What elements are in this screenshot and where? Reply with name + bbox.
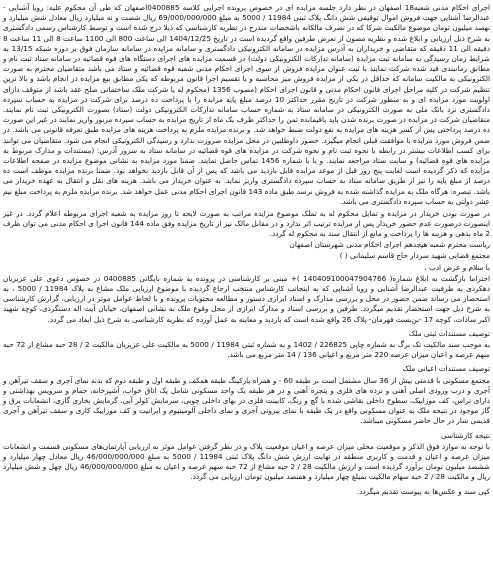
conclusion-section-heading: نتیجه کارشناسی — [440, 430, 490, 440]
auction-condition-paragraph: در صورت بودن خریدار در مزایده و تمایل محکوم له به تملک موضوع مزایده مراتب به صورت لایحه تا روز مزایده به شعبه اجرای مربوطه اعلام گردد. در غیر اینصورت درصورت عدم حضور خریدار پس از مزایده ترتیب اثر ندارد و در مقابل مالک نیز از تاریخ مزایده وفق ماده 144 قانون اجرا ی احکام مدنی می توان ظرف 2 ماه بدهی و هزینه ها را پرداخت و مانع از انتقال سند به محکوم له گردد. — [3, 208, 490, 238]
addressee-line: مجتمع قضایی شهید سردار حاج قاسم سلیمانی ( ) — [339, 251, 490, 261]
building-section-paragraph: مجتمع مسکونی با قدمتی بیش از 36 سال مشتمل است بر طبقه 60 - و همراه پارکینگ طبقه همکف و طبقه اول و طبقه دوم که بدنه نمای آجری و سقف تیرآهن و آجری و درب ورودی اصلی آهنی و نرده های فلزی و پنجره آهنی و در هر طبقه یک واحد مسکونی شامل یک اتاق خواب، آشپزخانه، حمام و سرویس بهداشتی و دارای تراس، کف موزاییک، سطوح داخلی نقاشی شده با گچ و رنگ، کابینت فلزی در بهای داخلی چوبی، سرمایش کولر آبی، گرمایش بخاری گازی، انشعابات برق و گاز موجود در نتیجه ملک به عنوان مسکونی واقع در یک طبقه با نمای بیرونی آجری و نمای داخلی آلومینیوم و ایرانیت و کف موزاییک کاری و سقف تیرآهن و آجری قدیمی ساز در حال حاضر مسکونی میباشد. — [3, 375, 490, 426]
expert-report-intro-paragraph: احتراما بازگشت به ابلاغ شماره( 140409100047904766 )+ مبنی بر کارشناسی در پرونده به شماره بایگانی 0400885 در خصوص دعوی علی عزیزیان دهکردی به طرفیت عبدالرضا آشنایی و رویا آشنایی که به اینجانب کارشناس منتخب ارجاع گردیده با موضوع ارزیابی ملک مشاع به پلاک 11984 / 5000 ، به استحضار می رساند ضمن حضور در محل و بررسی مدارک و اسناد ابرازی دستور و مطالعه محتویات پرونده و با لحاظ عوامل موثر در ارزیابی، گزارش کارشناسی به شرح ذیل جهت استحضار تقدیم میگردد. طرفین و بررسی اسناد و مدارک ابرازی از محل وقوع ملک به نشانی اصفهان، خیابان آیت اله دستگردی، کوچه شهید اکبر سادات، کوچه 17 -بن‌بست فهرمان- پلاک 26 واقع شده است که بازدید و معاینه به عمل آورده که نظریه کارشناسی به شرح ذیل ایفاد می گردد. — [3, 273, 490, 324]
registration-section-paragraph: به موجب سند مالکیت تک برگ به شماره چاپی 226825 / 1402 و به شماره ثبتی 11984 / 5000 به مالکیت علی عزیزیان مالکیت 2 / 28 حبه مشاع از 72 حبه سهم عرصه و اعیان میزان عرصه 220 متر مربع و اعیانی 136 / 14 متر مربع می باشد. — [3, 340, 490, 360]
auction-announcement-paragraph: اجرای احکام مدنی شعبه18 اصفهان در نظر دارد جلسه مزایده ای در خصوص پرونده اجرایی کلاسه 0400885اصفهان که طی آن محکوم علیه: رویا آشنایی - عبدالرضا آشنایی جهت فروش اموال توقیفی شش دانگ پلاک ثبتی 11984 / 5000 به مبلغ 69/000/000/000 ریال شصت و نه میلیارد ریال معادل شش میلیارد و نهصد میلیون تومان موضوع مالکیت شرکا که در تصرف مالکانه باشخصات مندرج در نظریه کارشناسی که ذیلا درج شده است و توسط کارشناس رسمی دادگستری به شرح ذیل ارزیابی و ابلاغ شده و نظریه مصون از تعرض طرفین واقع گردیده است در تاریخ 1404/12/25 الی ساعت 800 الی 1100 ساعت 8 الی 11 ساعت 8 دقیقه الی 11 دقیقه که متقاضی و خریداران به آدرس مزایده در سامانه الکترونیکی دادگستری و سامانه مزایده در سامانه سازمان فوق بر دوره شبکه 13/15 به شرایط زمان رسیدگی به سامانه ثبت مزایده (سامانه تدارکات الکترونیکی دولت) در قسمت مزایده های اجرای دستگاه های قوه قضائیه در سامانه ستاد ثبت نام و مطابق زمانبندی قید شده شرکت نمایند با ثبت عنوان مزایده فروش از سوی اجرای احکام مدنی شعبه قوه قضائیه و ستاد می باشد متقاضیان محترم به صورت الکترونیکی به مالکیت سامانه که حداقل در یکی از مزایده فروش میز محاسبه و یا تقسیم اجرا قانون مربوطه که یکی مطابق بیع مزایده در انجام باشد و بالا ترین تنظیم شرکت در کلیه مراحل اجرای قانون احکام مدنی و قانون اجرای احکام (مصوب 1356 (محکوم له یا شرکت ملک ساختمانی صلح عقد باشد از متوقف دارای اولویت مورد مزایده ای و به منظور شرکت در تاریخ مقرر حداکثر 10 درصد مبلغ پایه مزایده را با پرداخت ده درصد برای شرکت در مزایده به حساب سپرده دادگستری نزد بانک ملی به صورت الکترونیکی در سامانه ستاد به شماره حساب سامانه تدارکات الکترونیکی دولت (ستاد) بصورت الکترونیکی ثبت نام نمایند. متقاضیان شرکت در مزایده در صورت برنده شدن باید باقیمانده ثمن را حداکثر ظرف یک ماه از تاریخ مزایده به حساب سپرده مزبور واریز نمایند در غیر این صورت ده درصد پرداختی پس از کسر هزینه های مزایده به نفع دولت ضبط خواهد شد. و برنده مزایده ملزم به پرداخت هزینه های مزایده طبق تعرفه قانونی می باشد. در ضمن فروش مورد مزایده با موافقت قبلی انجام میگیرد. حضور داوطلبین در محل مزایده ضرورت ندارد و رسیدگی الکترونیکی انجام می شود. متقاضیان می توانند برای کسب اطلاعات بیشتر در رابطه با نحوه ثبت نام و نحوه شرکت در مزایده های قوه قضائیه در سامانه ستاد به سرور آدرس: (مستندات و مدارک مربوط به مزایده های قوه قضائیه) و سایت ستاد مراجعه نمایند. و یا با شماره 1456 تماس حاصل نمایند. ضمنا مورد مزایده به نشانی موضوع مزایده در صفحه اطلاعات مزایده که ذکر گردیده است لغایت پنج روز قبل از موعد مزایده قابل بازدید می باشد که پس از آن قابل بازدید نخواهد بود. ضمنا برنده مزایده موظف است ده درصد از مبلغ پایه را نیز از طریق سامانه ستاد به حساب سپرده دادگستری واریز نماید. به عنوان خریدار می باشد. هزینه های نقل و انتقال به عهده خریدار می باشد. تبصره: هرگاه ملک به مزایده گذاشته شده به فروش نرسد طبق ماده 143 قانون اجرای احکام مدنی عمل خواهد شد. برنده مزایده ملزم به پرداخت مبلغ نیم عشر دولتی به حساب سپرده دادگستری می باشد. — [3, 3, 490, 206]
building-section-heading: توصیف مستندات اعیانی ملک — [402, 364, 490, 374]
greeting-line: با سلام و عرض ادب ، — [424, 262, 490, 272]
salutation-line: ریاست محترم شعبه هیجدهم اجرای احکام مدنی شهرستان اصفهان — [289, 240, 490, 250]
conclusion-section-paragraph: با توجه به موارد فوق الذکر و موقعیت محلی میزان عرصه و اعیان موقعیت پلاک و در نظر گرفتن عوامل موثر به ارزیابی آپارتمان‌های مسکونی قسمت و انشعابات میزان عرصه و اعیان و قدمت و کاربری منطقه در نهایت ارزش شش دانگ پلاک ثبتی 11984 / 5000 به مبلغ 46/000/000/000 ریال معادل چهار میلیارد و ششصد میلیون تومان برآورد گردیده است و ارزش مالکیت 28 / 2 حبه مشاع از 72 حبه سهم عرصه و اعیان به مبلغ 46/000/000/000 ریال چهل و شش میلیارد ریال و مالکیت 28 / 2 حبه سهام مالکیت بمبلغ چهار میلیارد و هفتصد میلیون تومان ارزیابی می گردد. — [3, 441, 491, 482]
registration-section-heading: توصیف مستندات ثبتی ملک — [408, 328, 490, 338]
attachment-note: کپی سند و عکس‌ها به پیوست تقدیم میگردد. — [356, 486, 490, 496]
